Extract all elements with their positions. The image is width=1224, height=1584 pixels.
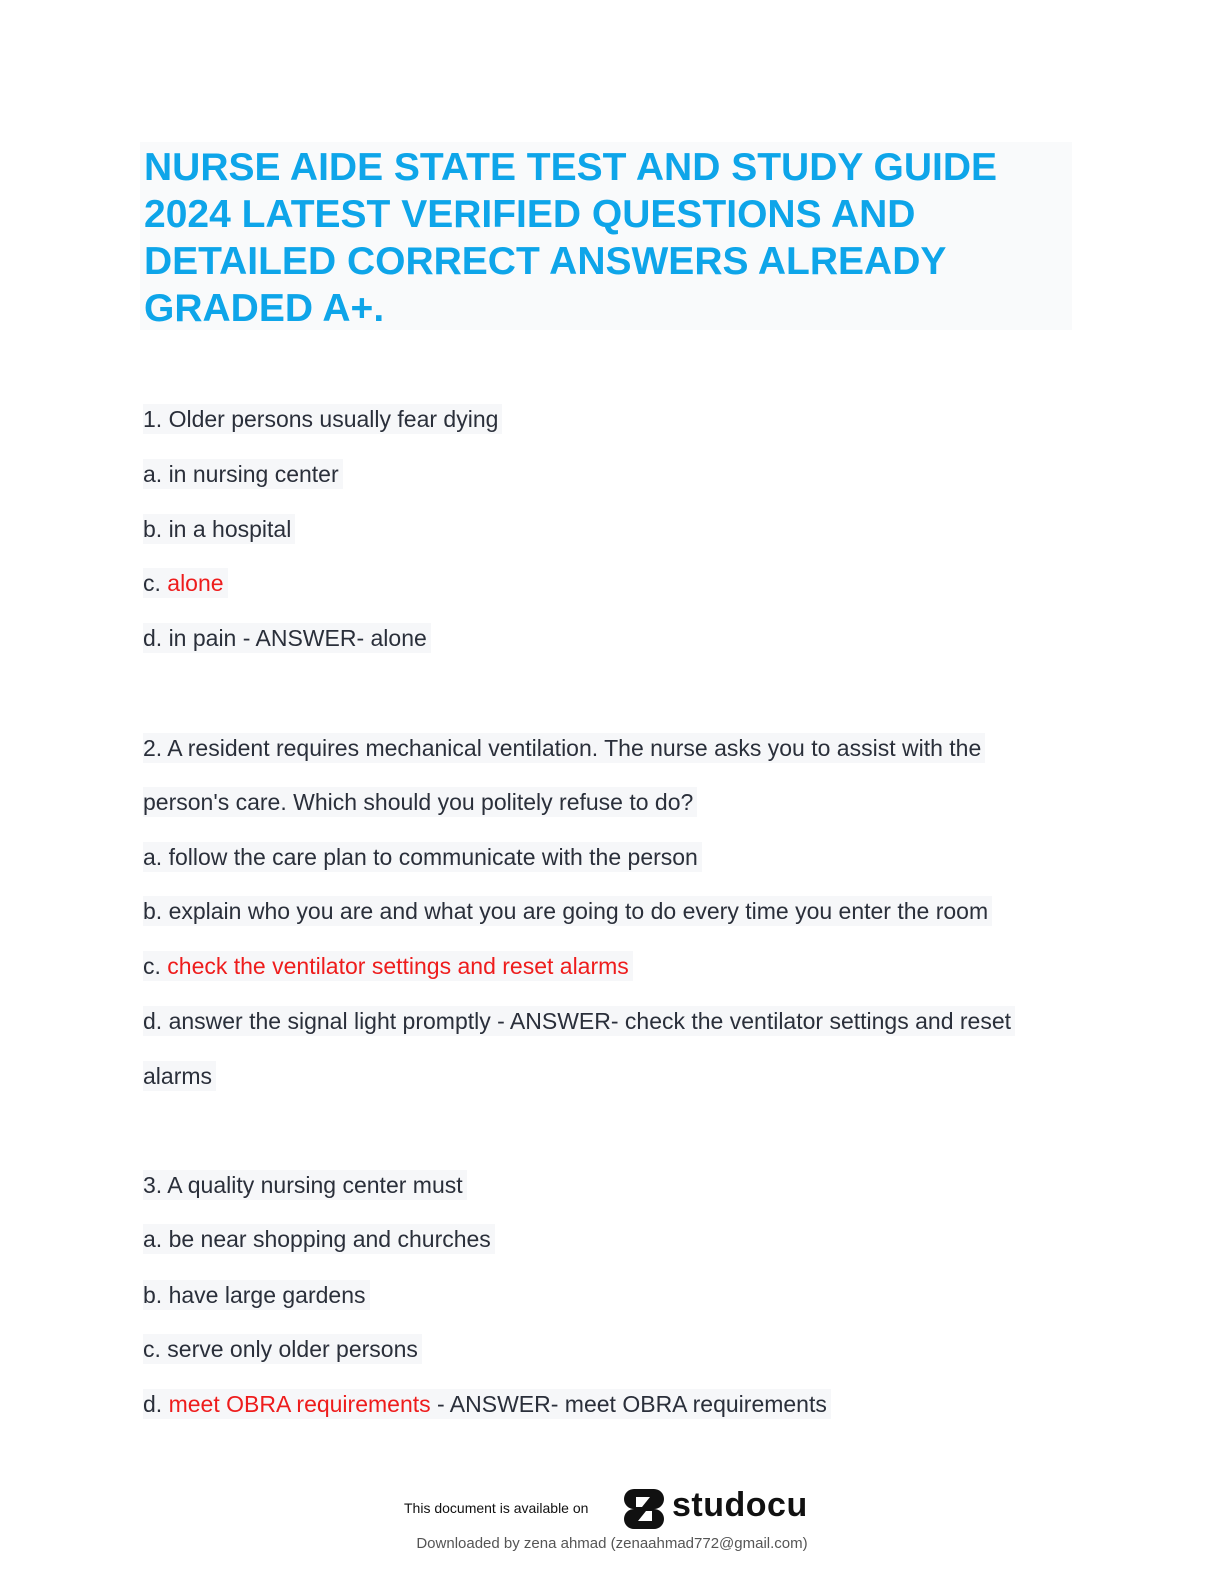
q2-option-d-line-2: alarms — [143, 1061, 216, 1091]
q1-option-b: b. in a hospital — [143, 514, 295, 544]
q1-option-d: d. in pain - ANSWER- alone — [143, 623, 431, 653]
q3-correct-answer: meet OBRA requirements — [168, 1391, 431, 1417]
question-1: 1. Older persons usually fear dying — [143, 404, 502, 434]
q2-option-a: a. follow the care plan to communicate with the person — [143, 842, 702, 872]
q3-option-b: b. have large gardens — [143, 1280, 370, 1310]
downloaded-by-text: Downloaded by zena ahmad (zenaahmad772@gmail.com) — [416, 1535, 808, 1552]
question-3: 3. A quality nursing center must — [143, 1170, 467, 1200]
q1-option-c — [143, 568, 228, 598]
q2-option-c-prefix: c. — [143, 953, 168, 979]
q3-option-d-prefix: d. — [143, 1391, 169, 1417]
q2-option-d-line-1: d. answer the signal light promptly - ANSWER- check the ventilator settings and reset — [143, 1006, 1015, 1036]
footer-available-text: This document is available on — [404, 1500, 589, 1516]
q1-option-c-prefix: c. — [143, 570, 168, 596]
question-2-line-2: person's care. Which should you politely refuse to do? — [143, 787, 697, 817]
studocu-logo-icon[interactable] — [620, 1485, 668, 1533]
q1-option-a: a. in nursing center — [143, 459, 343, 489]
q3-option-d — [143, 1389, 831, 1419]
q3-option-d-suffix: - ANSWER- meet OBRA requirements — [430, 1391, 827, 1417]
q3-option-a: a. be near shopping and churches — [143, 1224, 495, 1254]
q2-option-b: b. explain who you are and what you are going to do every time you enter the room — [143, 896, 992, 926]
q3-option-c: c. serve only older persons — [143, 1334, 422, 1364]
title-block — [140, 142, 1072, 330]
question-2-line-1: 2. A resident requires mechanical ventilation. The nurse asks you to assist with the — [143, 733, 985, 763]
studocu-brand[interactable]: studocu — [672, 1486, 808, 1524]
document-title: NURSE AIDE STATE TEST AND STUDY GUIDE 2024 LATEST VERIFIED QUESTIONS AND DETAILED CORRECT ANSWERS ALREADY GRADED A+. — [144, 146, 998, 330]
q2-correct-answer: check the ventilator settings and reset alarms — [167, 953, 629, 979]
q1-correct-answer: alone — [167, 570, 224, 596]
q2-option-c — [143, 951, 633, 981]
